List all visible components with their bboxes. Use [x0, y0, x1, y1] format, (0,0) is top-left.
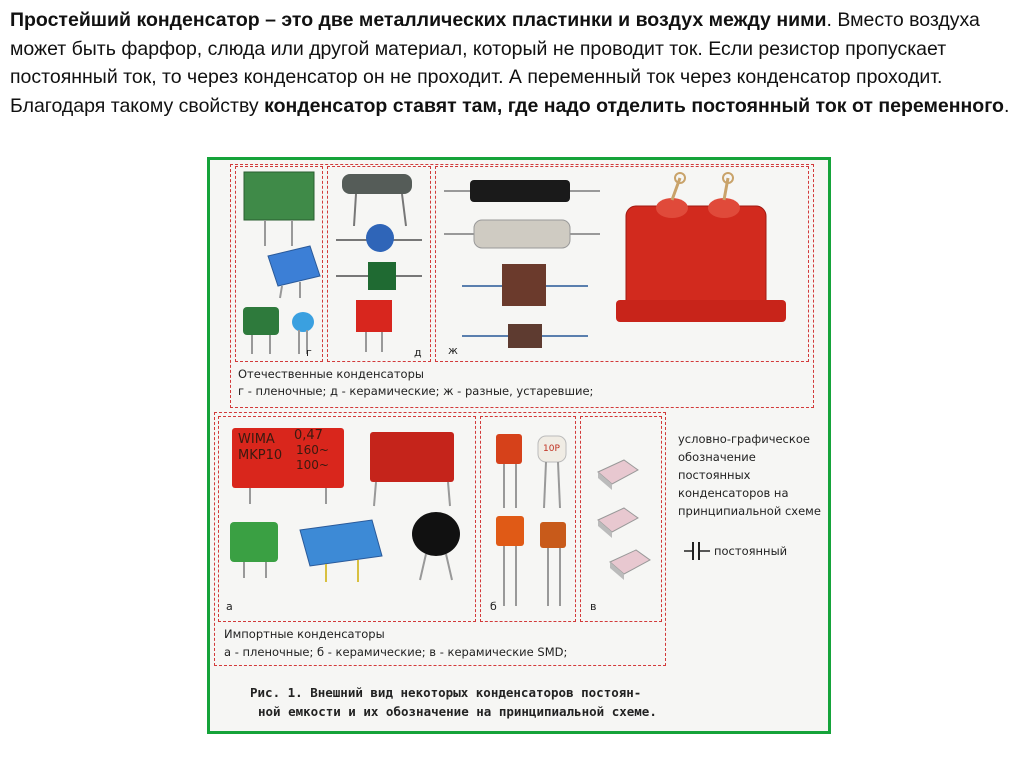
- green-ceramic-capacitor-icon: [332, 258, 426, 294]
- capacitors-figure: [207, 157, 831, 734]
- white-ceramic-capacitor-icon: [532, 430, 572, 510]
- black-axial-capacitor-icon: [442, 174, 602, 208]
- letter-a: а: [226, 600, 233, 613]
- small-blue-capacitor-icon: [290, 310, 316, 356]
- intro-bold-term: Простейший конденсатор: [10, 9, 260, 31]
- wima-voltage2-label: 100~: [296, 458, 329, 472]
- blue-ceramic-disc-icon: [332, 220, 426, 256]
- brown-square-capacitor-icon: [460, 260, 590, 310]
- domestic-caption-legend: г - пленочные; д - керамические; ж - разные, устаревшие;: [238, 384, 594, 398]
- red-box-capacitor-icon: [616, 170, 796, 340]
- orange-ceramic-capacitor-1-icon: [490, 430, 530, 510]
- grey-resistor-capacitor-icon: [332, 168, 426, 228]
- green-wima-capacitor-icon: [226, 516, 286, 580]
- figure-caption-line1: Рис. 1. Внешний вид некоторых конденсаторов постоян-: [250, 685, 642, 700]
- smd-capacitor-3-icon: [606, 546, 654, 582]
- letter-v: в: [590, 600, 597, 613]
- symbol-legend-text: условно-графическое обозначение постоянных конденсаторов на принципиальной схеме: [678, 432, 821, 518]
- letter-b: б: [490, 600, 497, 613]
- blue-film-capacitor-icon: [260, 242, 324, 300]
- symbol-label: постоянный: [714, 544, 788, 558]
- imported-caption-title: Импортные конденсаторы: [224, 627, 385, 641]
- small-green-capacitor-icon: [240, 304, 282, 356]
- domestic-caption-title: Отечественные конденсаторы: [238, 367, 424, 381]
- red-film-capacitor-icon: [366, 428, 458, 508]
- figure-caption-line2: ной емкости и их обозначение на принципиальной схеме.: [258, 704, 657, 719]
- green-film-capacitor-icon: [240, 168, 320, 248]
- wima-model-label: MKP10: [238, 448, 283, 463]
- brown-ceramic-capacitor-icon: [534, 518, 574, 608]
- small-brown-capacitor-icon: [460, 320, 590, 352]
- intro-bold-conclusion: конденсатор ставят там, где надо отделить постоянный ток от переменного: [264, 94, 1004, 117]
- letter-g: г: [306, 346, 312, 359]
- silver-axial-capacitor-icon: [442, 214, 602, 254]
- intro-bold-definition: – это две металлических пластинки и воздух между ними: [259, 9, 827, 31]
- black-dipped-capacitor-icon: [406, 508, 466, 582]
- smd-capacitor-2-icon: [594, 504, 642, 540]
- orange-ceramic-capacitor-2-icon: [490, 512, 530, 608]
- capacitor-symbol-icon: [682, 540, 712, 562]
- smd-capacitor-1-icon: [594, 456, 642, 492]
- intro-end-period: .: [1003, 94, 1010, 117]
- letter-zh: ж: [448, 344, 458, 357]
- imported-caption-legend: а - пленочные; б - керамические; в - керамические SMD;: [224, 645, 568, 659]
- wima-label: WIMA: [238, 432, 275, 447]
- ceramic-10p-label: 10P: [543, 444, 560, 454]
- figure-caption: [250, 683, 810, 721]
- red-ceramic-capacitor-icon: [350, 298, 400, 354]
- letter-d: д: [414, 346, 422, 359]
- blue-wima-capacitor-icon: [296, 516, 386, 584]
- wima-voltage1-label: 160~: [296, 443, 329, 457]
- intro-paragraph: [10, 6, 1014, 120]
- intro-body-text: . Вместо воздуха может быть фарфор, слюда или другой материал, который не проводит ток. Если резистор пропускает постоянный ток, то через конденсатор он не проходит. А переменный ток через конденсатор проходит. Благодаря такому свойству: [10, 9, 980, 117]
- wima-value-label: 0,47: [294, 428, 323, 443]
